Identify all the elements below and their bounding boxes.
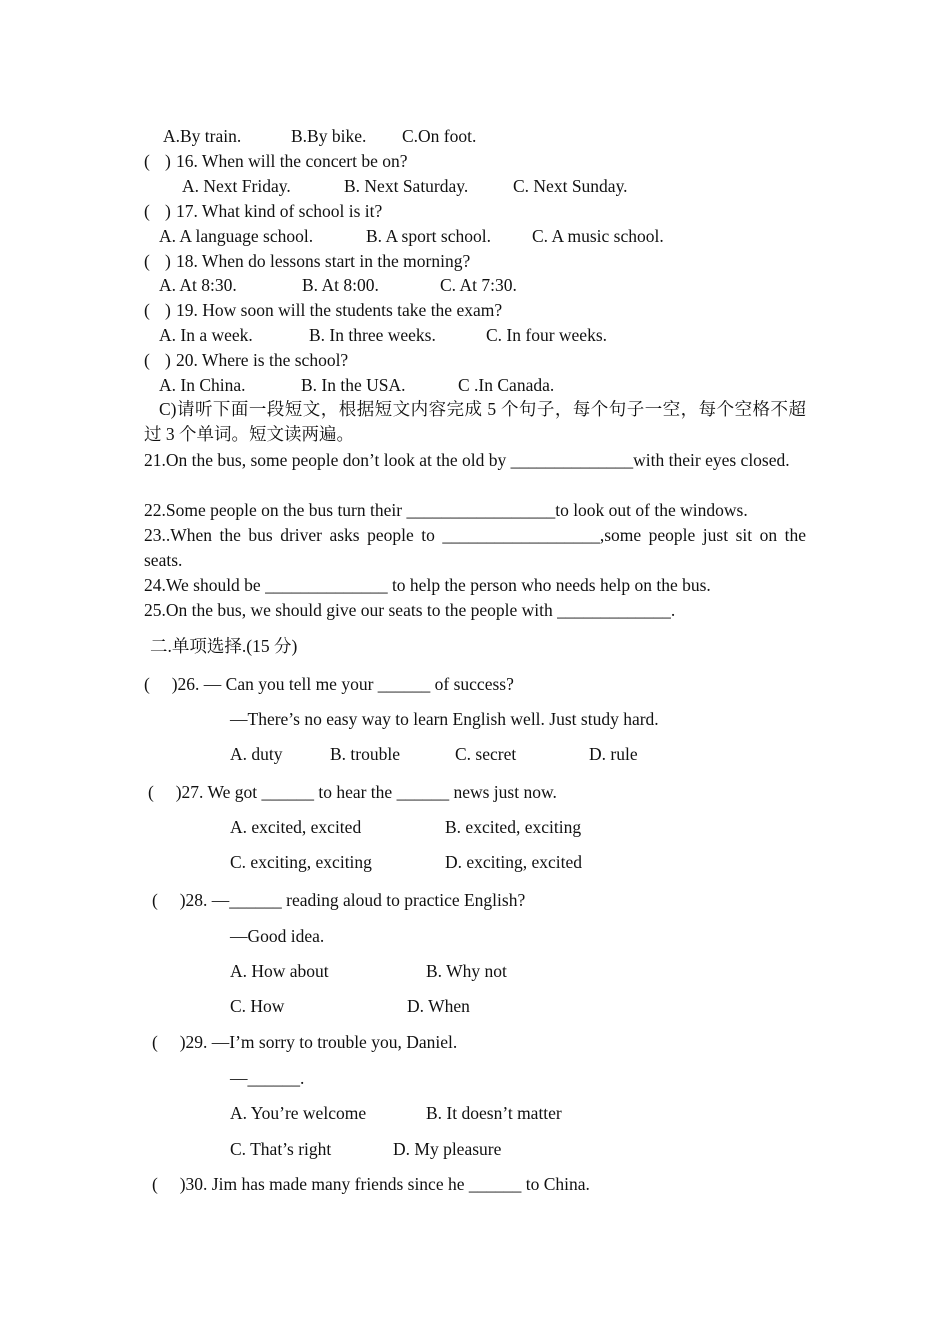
option-b: B. In three weeks.: [309, 325, 436, 345]
q15-option-a: A.By train.: [163, 126, 242, 146]
option-a: A. How about: [230, 961, 329, 981]
q15-option-b: B.By bike.: [291, 126, 367, 146]
dialogue-reply: —Good idea.: [230, 926, 325, 946]
fill-blank-21: 21.On the bus, some people don’t look at the old by ______________with their eyes closed.: [144, 450, 790, 470]
option-a: A. A language school.: [159, 226, 314, 246]
question-stem: ( )26. — Can you tell me your ______ of success?: [144, 674, 514, 694]
option-b: B. At 8:00.: [302, 275, 379, 295]
option-b: B. It doesn’t matter: [426, 1103, 562, 1123]
option-d: D. rule: [589, 744, 638, 764]
question-stem: ( )30. Jim has made many friends since he ______ to China.: [152, 1174, 590, 1194]
option-c: C. At 7:30.: [440, 275, 517, 295]
answer-bracket-open: (: [144, 300, 150, 320]
fill-blank-23: 23..When the bus driver asks people to __________________,some people just sit on the seats.: [144, 525, 806, 570]
option-c: C. How: [230, 996, 285, 1016]
option-b: B. A sport school.: [366, 226, 491, 246]
question-stem: 19. How soon will the students take the exam?: [176, 300, 503, 320]
answer-bracket-open: (: [144, 151, 150, 171]
question-stem: 17. What kind of school is it?: [176, 201, 383, 221]
option-c: C. A music school.: [532, 226, 664, 246]
option-c: C. secret: [455, 744, 517, 764]
answer-bracket-open: (: [144, 201, 150, 221]
option-d: D. My pleasure: [393, 1139, 502, 1159]
option-c: C .In Canada.: [458, 375, 555, 395]
answer-bracket-close: ): [165, 201, 171, 221]
fill-blank-24: 24.We should be ______________ to help the person who needs help on the bus.: [144, 575, 711, 595]
question-stem: ( )27. We got ______ to hear the ______ news just now.: [148, 782, 557, 802]
option-c: C. exciting, exciting: [230, 852, 372, 872]
option-b: B. excited, exciting: [445, 817, 582, 837]
part-c-instruction: C)请听下面一段短文，根据短文内容完成 5 个句子，每个句子一空，每个空格不超过 3 个单词。短文读两遍。: [144, 399, 806, 444]
option-b: B. Next Saturday.: [344, 176, 469, 196]
option-a: A. In China.: [159, 375, 246, 395]
option-a: A. Next Friday.: [182, 176, 291, 196]
question-stem: ( )29. —I’m sorry to trouble you, Daniel.: [152, 1032, 458, 1052]
fill-blank-22: 22.Some people on the bus turn their _________________to look out of the windows.: [144, 500, 748, 520]
option-a: A. excited, excited: [230, 817, 362, 837]
option-c: C. In four weeks.: [486, 325, 608, 345]
answer-bracket-close: ): [165, 251, 171, 271]
option-d: D. When: [407, 996, 470, 1016]
answer-bracket-close: ): [165, 151, 171, 171]
fill-blank-25: 25.On the bus, we should give our seats to the people with _____________.: [144, 600, 676, 620]
answer-bracket-close: ): [165, 350, 171, 370]
question-stem: 16. When will the concert be on?: [176, 151, 408, 171]
option-b: B. In the USA.: [301, 375, 406, 395]
option-a: A. In a week.: [159, 325, 253, 345]
option-a: A. duty: [230, 744, 283, 764]
option-c: C. Next Sunday.: [513, 176, 628, 196]
section-title: 二.单项选择.(15 分): [150, 636, 298, 656]
option-d: D. exciting, excited: [445, 852, 583, 872]
question-stem: ( )28. —______ reading aloud to practice English?: [152, 890, 526, 910]
answer-bracket-open: (: [144, 251, 150, 271]
dialogue-reply: —______.: [230, 1068, 305, 1088]
question-stem: 18. When do lessons start in the morning?: [176, 251, 471, 271]
option-b: B. Why not: [426, 961, 507, 981]
answer-bracket-close: ): [165, 300, 171, 320]
option-a: A. You’re welcome: [230, 1103, 367, 1123]
option-b: B. trouble: [330, 744, 400, 764]
q15-option-c: C.On foot.: [402, 126, 477, 146]
option-c: C. That’s right: [230, 1139, 332, 1159]
dialogue-reply: —There’s no easy way to learn English well. Just study hard.: [230, 709, 659, 729]
option-a: A. At 8:30.: [159, 275, 237, 295]
answer-bracket-open: (: [144, 350, 150, 370]
question-stem: 20. Where is the school?: [176, 350, 349, 370]
